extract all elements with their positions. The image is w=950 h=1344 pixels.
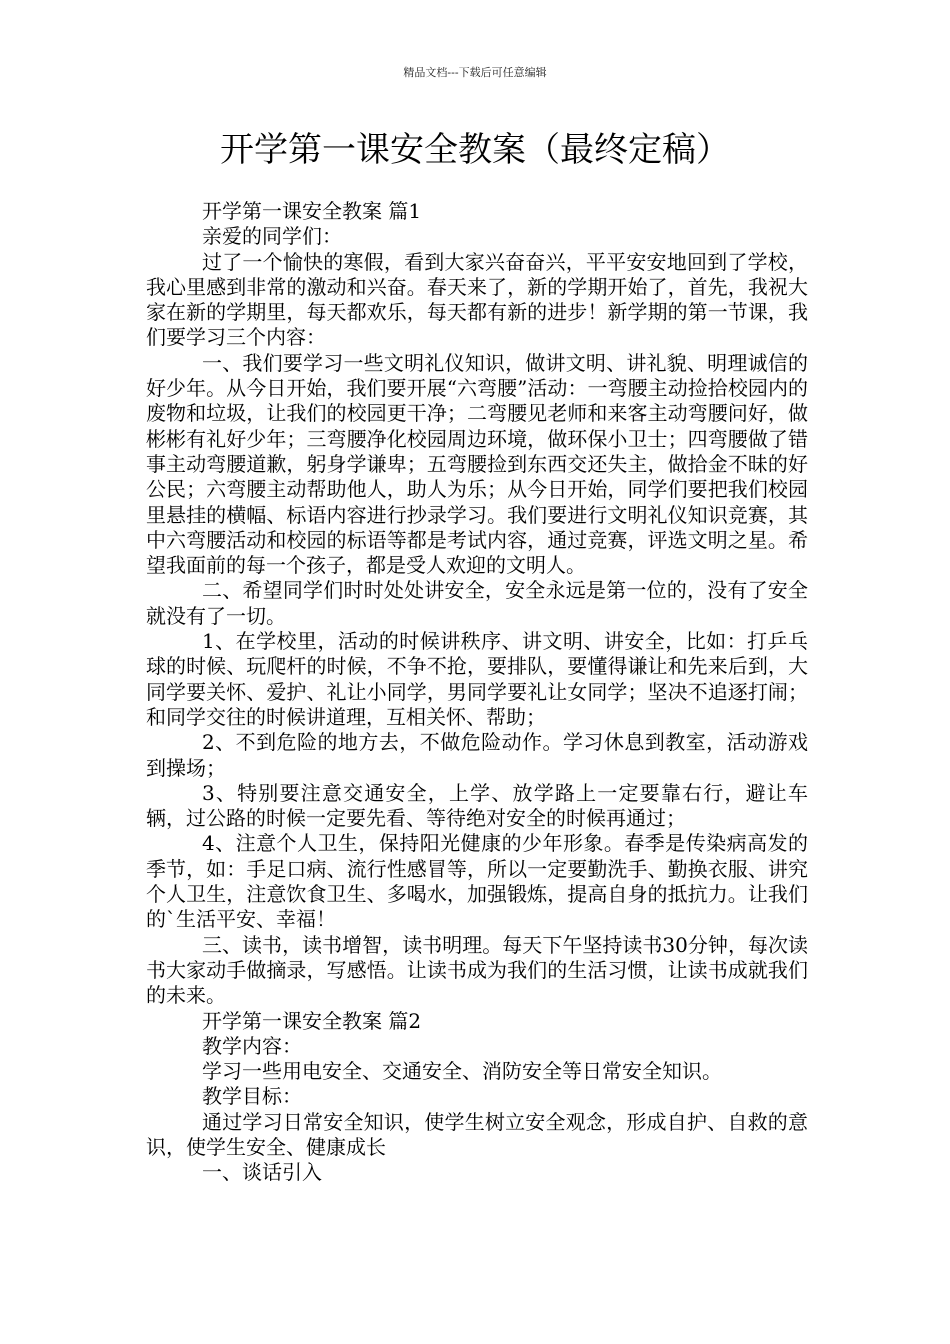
salutation: 亲爱的同学们： — [202, 224, 342, 249]
body-paragraph: 一、我们要学习一些文明礼仪知识，做讲文明、讲礼貌、明理诚信的好少年。从今日开始，我们要开展“六弯腰”活动：一弯腰主动捡拾校园内的废物和垃圾，让我们的校园更干净；二弯腰见老师和来客主动弯腰问好，做彬彬有礼好少年；三弯腰净化校园周边环境，做环保小卫士；四弯腰做了错事主动弯腰道歉，躬身学谦卑；五弯腰捡到东西交还失主，做拾金不昧的好公民；六弯腰主动帮助他人，助人为乐；从今日开始，同学们要把我们校园里悬挂的横幅、标语内容进行抄录学习。我们要进行文明礼仪知识竞赛，其中六弯腰活动和校园的标语等都是考试内容，通过竞赛，评选文明之星。希望我面前的每一个孩子，都是受人欢迎的文明人。 — [146, 350, 808, 578]
document-body — [146, 199, 808, 1186]
body-paragraph: 过了一个愉快的寒假，看到大家兴奋奋兴，平平安安地回到了学校，我心里感到非常的激动和兴奋。春天来了，新的学期开始了，首先，我祝大家在新的学期里，每天都欢乐，每天都有新的进步！新学期的第一节课，我们要学习三个内容： — [146, 249, 808, 350]
teaching-content-text: 学习一些用电安全、交通安全、消防安全等日常安全知识。 — [202, 1059, 722, 1084]
teaching-content-label: 教学内容： — [202, 1033, 302, 1058]
teaching-goal-text: 通过学习日常安全知识，使学生树立安全观念，形成自护、自救的意识，使学生安全、健康成长 — [146, 1109, 808, 1159]
section-heading-part-2: 开学第一课安全教案 篇2 — [202, 1008, 422, 1033]
body-paragraph: 3、特别要注意交通安全，上学、放学路上一定要靠右行，避让车辆，过公路的时候一定要先看、等待绝对安全的时候再通过； — [146, 780, 808, 831]
document-title: 开学第一课安全教案（最终定稿） — [220, 130, 730, 170]
teaching-goal-label: 教学目标： — [202, 1084, 302, 1109]
body-paragraph: 三、读书，读书增智，读书明理。每天下午坚持读书30分钟，每次读书大家动手做摘录，写感悟。让读书成为我们的生活习惯，让读书成就我们的未来。 — [146, 932, 808, 1008]
body-paragraph: 1、在学校里，活动的时候讲秩序、讲文明、讲安全，比如：打乒乓球的时候、玩爬杆的时候，不争不抢，要排队，要懂得谦让和先来后到，大同学要关怀、爱护、礼让小同学，男同学要礼让女同学；坚决不追逐打闹；和同学交往的时候讲道理，互相关怀、帮助； — [146, 629, 808, 729]
body-paragraph: 2、不到危险的地方去，不做危险动作。学习休息到教室，活动游戏到操场； — [146, 730, 808, 780]
page-header-note: 精品文档---下载后可任意编辑 — [403, 66, 547, 79]
body-paragraph: 二、希望同学们时时处处讲安全，安全永远是第一位的，没有了安全就没有了一切。 — [146, 578, 808, 628]
subsection-heading: 一、谈话引入 — [202, 1160, 322, 1185]
section-heading-part-1: 开学第一课安全教案 篇1 — [202, 199, 422, 223]
body-paragraph: 4、注意个人卫生，保持阳光健康的少年形象。春季是传染病高发的季节，如：手足口病、流行性感冒等，所以一定要勤洗手、勤换衣服、讲究个人卫生，注意饮食卫生、多喝水，加强锻炼，提高自身的抵抗力。让我们的`生活平安、幸福！ — [146, 831, 808, 932]
